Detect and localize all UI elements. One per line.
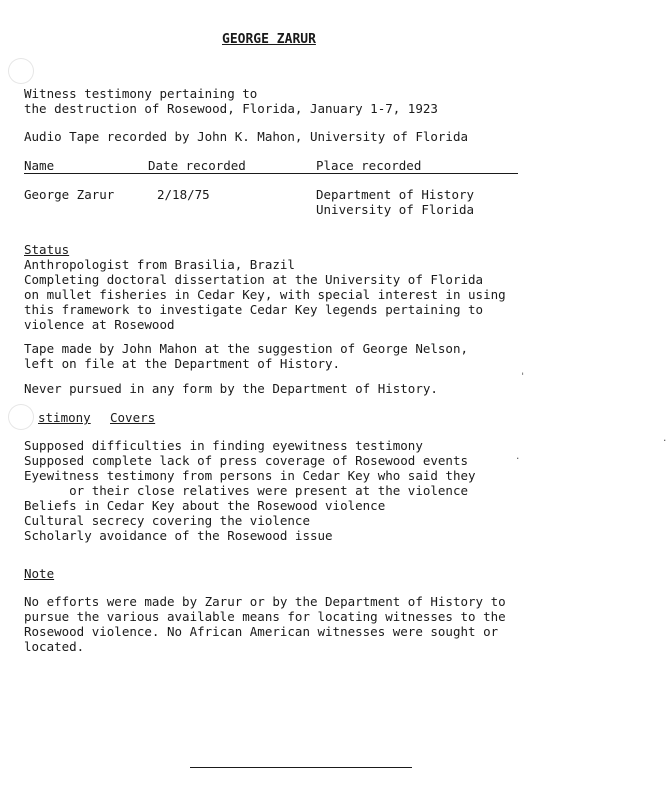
stray-mark: .: [515, 452, 521, 462]
note-line: No efforts were made by Zarur or by the Department of History to: [24, 594, 506, 609]
intro-line-1: Witness testimony pertaining to: [24, 86, 258, 101]
punch-hole-bottom: [8, 404, 34, 430]
status-line: this framework to investigate Cedar Key legends pertaining to: [24, 302, 484, 317]
header-underline: [24, 173, 518, 174]
status-line: Completing doctoral dissertation at the University of Florida: [24, 272, 484, 287]
status-lines: [24, 257, 506, 332]
tape-line: Tape made by John Mahon at the suggestion of George Nelson,: [24, 341, 469, 356]
testimony-item: or their close relatives were present at the violence: [24, 483, 469, 498]
testimony-item: Supposed complete lack of press coverage of Rosewood events: [24, 453, 469, 468]
testimony-item: Eyewitness testimony from persons in Cedar Key who said they: [24, 468, 476, 483]
row-place-line-1: Department of History: [316, 187, 475, 202]
intro-line-2: the destruction of Rosewood, Florida, January 1-7, 1923: [24, 101, 438, 116]
tape-lines: [24, 341, 468, 371]
header-date: Date recorded: [148, 158, 246, 173]
audio-tape-line: Audio Tape recorded by John K. Mahon, University of Florida: [24, 129, 469, 144]
stray-mark: .: [662, 434, 668, 444]
status-line: violence at Rosewood: [24, 317, 175, 332]
testimony-item: Scholarly avoidance of the Rosewood issue: [24, 528, 333, 543]
row-name: George Zarur: [24, 187, 115, 202]
row-place-line-2: University of Florida: [316, 202, 475, 217]
bottom-rule: [190, 767, 412, 768]
testimony-item: Cultural secrecy covering the violence: [24, 513, 310, 528]
row-date: 2/18/75: [157, 187, 210, 202]
stray-mark: ': [520, 372, 526, 382]
never-pursued-line: Never pursued in any form by the Department of History.: [24, 381, 438, 396]
status-heading: Status: [24, 242, 70, 257]
note-heading: Note: [24, 566, 55, 581]
tape-line: left on file at the Department of History.: [24, 356, 341, 371]
header-place: Place recorded: [316, 158, 422, 173]
testimony-item: Supposed difficulties in finding eyewitness testimony: [24, 438, 423, 453]
testimony-heading-suffix: Covers: [110, 410, 156, 425]
status-line: on mullet fisheries in Cedar Key, with special interest in using: [24, 287, 506, 302]
note-lines: [24, 594, 506, 654]
testimony-list: [24, 438, 476, 543]
note-line: located.: [24, 639, 85, 654]
note-line: Rosewood violence. No African American witnesses were sought or: [24, 624, 499, 639]
testimony-item: Beliefs in Cedar Key about the Rosewood violence: [24, 498, 386, 513]
status-line: Anthropologist from Brasilia, Brazil: [24, 257, 295, 272]
document-title: GEORGE ZARUR: [222, 32, 316, 47]
testimony-heading-prefix: stimony: [38, 410, 91, 425]
header-name: Name: [24, 158, 55, 173]
note-line: pursue the various available means for locating witnesses to the: [24, 609, 506, 624]
punch-hole-top: [8, 58, 34, 84]
